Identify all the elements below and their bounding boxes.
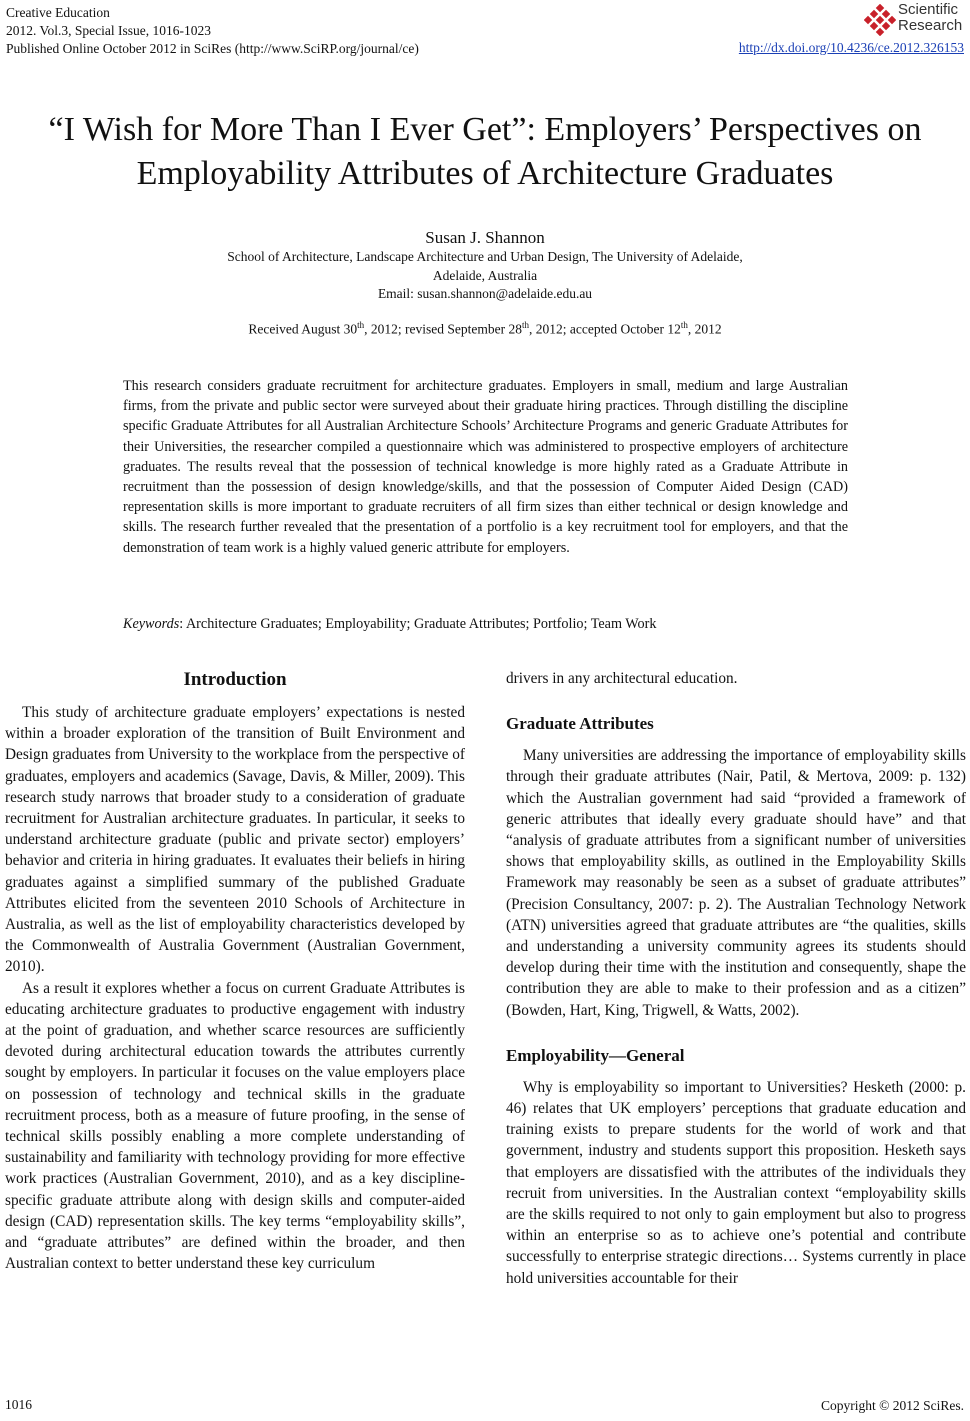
intro-paragraph-1: This study of architecture graduate employers’ expectations is nested within a broader exploration of the transition of Built Environment and Design graduates from University to the workplace from the perspective of graduates, employers and academics (Savage, Davis, & Miller, 2009). This research study narrows that broader study to a consideration of graduate recruitment for Australian architecture graduates. In particular, it seeks to understand architecture graduate (public and private sector) employers’ behavior and criteria in hiring graduates. It evaluates their beliefs in hiring graduates against a simplified summary of the published Graduate Attributes elicited from the seventeen 2010 Schools of Architecture in Australia, as well as the list of employability characteristics developed by the Commonwealth of Australia Government (Australian Government, 2010).: [5, 704, 465, 976]
logo-line-2: Research: [898, 17, 963, 34]
title-line-1: “I Wish for More Than I Ever Get”: Employers’ Perspectives on: [48, 111, 922, 148]
accepted-sup: th: [680, 320, 688, 330]
accepted-text: , 2012; accepted October 12: [529, 321, 681, 337]
author-email[interactable]: Email: susan.shannon@adelaide.edu.au: [377, 286, 593, 301]
doi-link[interactable]: http://dx.doi.org/10.4236/ce.2012.326153: [738, 40, 964, 55]
affiliation-line-2: Adelaide, Australia: [432, 267, 538, 283]
journal-published: Published Online October 2012 in SciRes (http://www.SciRP.org/journal/ce): [6, 41, 419, 56]
year-text: , 2012: [687, 321, 722, 337]
publisher-logo-text: [898, 2, 962, 34]
keywords: [123, 616, 848, 633]
publisher-logo-icon: [864, 4, 896, 36]
publisher-logo[interactable]: [864, 2, 964, 38]
journal-name: Creative Education: [6, 5, 110, 20]
left-column: [5, 668, 465, 1274]
received-dates: [0, 320, 970, 338]
copyright: Copyright © 2012 SciRes.: [820, 1398, 964, 1413]
keywords-label: Keywords: [123, 616, 180, 632]
journal-issue: 2012. Vol.3, Special Issue, 1016-1023: [6, 23, 211, 38]
logo-line-1: Scientific: [898, 1, 959, 18]
abstract: This research considers graduate recruitment for architecture graduates. Employers in small, medium and large Australian firms, from the private and public sector were surveyed about their graduate hiring practices. Through distilling the discipline specific Graduate Attributes for all Australian Architecture Schools’ Architecture Programs and generic Graduate Attributes for their Universities, the researcher compiled a questionnaire which was administered to prospective employers of architecture graduates. The results reveal that the possession of technical knowledge is more highly rated as a Graduate Attribute in recruitment than the possession of design knowledge/skills, and that the possession of Computer Aided Design (CAD) representation skills is more important to graduate recruiters of all firm sizes than either technical or design knowledge and skills. The research further revealed that the presentation of a portfolio is a key recruitment tool for employers, and that the demonstration of team work is a highly valued generic attribute for employers.: [123, 378, 848, 556]
keywords-list: : Architecture Graduates; Employability; Graduate Attributes; Portfolio; Team Work: [179, 616, 657, 632]
right-column: [506, 668, 966, 1289]
author-name: Susan J. Shannon: [425, 228, 545, 247]
paper-title: [0, 108, 970, 196]
journal-header: [6, 4, 419, 58]
title-line-2: Employability Attributes of Architecture Graduates: [136, 155, 834, 192]
received-text: Received August 30: [248, 321, 358, 337]
revised-text: , 2012; revised September 28: [364, 321, 522, 337]
affiliation: [0, 248, 970, 304]
intro-continuation: drivers in any architectural education.: [506, 670, 738, 687]
employability-heading: Employability—General: [506, 1045, 685, 1065]
page-number: 1016: [5, 1397, 32, 1412]
affiliation-line-1: School of Architecture, Landscape Architecture and Urban Design, The University of Adelaide,: [227, 249, 743, 264]
revised-sup: th: [521, 320, 529, 330]
graduate-attributes-heading: Graduate Attributes: [506, 714, 654, 734]
employability-paragraph: Why is employability so important to Universities? Hesketh (2000: p. 46) relates that UK employers’ perceptions that graduate education and training exists to prepare students for the world of work and that government, industry and students support this proposition. Hesketh says that employers are dissatisfied with the attributes of the individuals they recruit from universities. In the Australian context “employability skills are the skills required to not only to gain employment but also to progress within an enterprise so as to achieve one’s potential and contribute successfully to enterprise strategic directions… Systems currently in place hold universities accountable for their: [506, 1078, 966, 1287]
graduate-attributes-paragraph: Many universities are addressing the importance of employability skills through their graduate attributes (Nair, Patil, & Mertova, 2009: p. 132) which the Australian government had said “provided a framework of generic attributes that ideally every graduate should have” and that “analysis of graduate attributes from a significant number of universities shows that employability skills, as outlined in the Employability Skills Framework may reasonably be seen as a subset of graduate attributes” (Precision Consultancy, 2007: p. 2). The Australian Technology Network (ATN) universities agreed that graduate attributes are “the qualities, skills and understanding a university community agrees its students should develop during their time with the institution and consequently, shape the contribution they are able to make to their profession and as a citizen” (Bowden, Hart, King, Trigwell, & Watts, 2002).: [506, 747, 966, 1019]
received-sup: th: [357, 320, 365, 330]
introduction-heading: Introduction: [183, 669, 287, 690]
intro-paragraph-2: As a result it explores whether a focus on current Graduate Attributes is educating architecture graduates to productive engagement with industry at the point of graduation, and whether scarce resources are sufficiently devoted during architectural education towards the attributes currently sought by employers. In particular it focuses on the value employers place on possession of technology and technical skills in the graduate recruitment process, both as a measure of future proofing, in the sense of technical skills possibly enabling a more complete understanding of sustainability and familiarity with technology providing for more effective work practices (Australian Government, 2010), and as a key discipline-specific graduate attribute along with design skills and computer-aided design (CAD) representation skills. The key terms “employability skills”, and “graduate attributes” are defined within the broader, and then Australian context to better understand these key curriculum: [5, 979, 465, 1273]
